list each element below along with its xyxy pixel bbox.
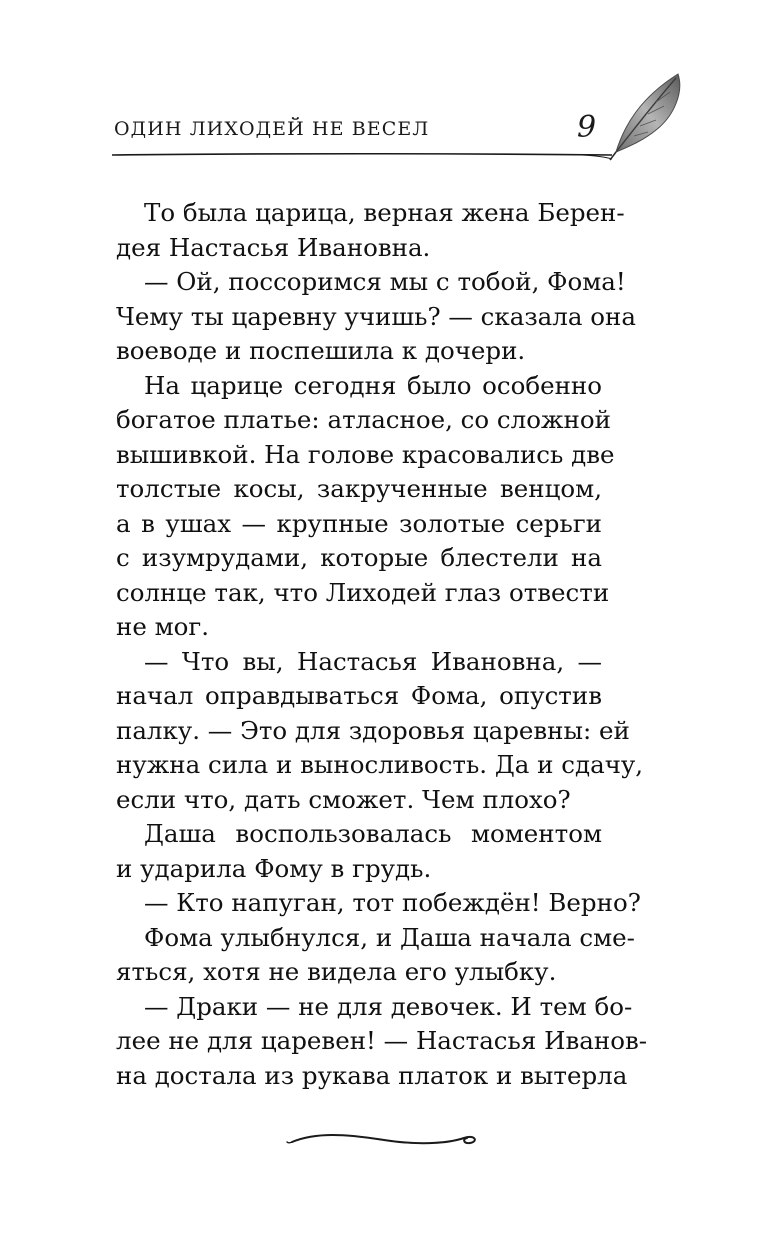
- text-line: с изумрудами, которые блестели на: [116, 543, 602, 572]
- text-line: нужна сила и выносливость. Да и сдачу,: [116, 750, 644, 779]
- running-title: ОДИН ЛИХОДЕЙ НЕ ВЕСЕЛ: [114, 118, 430, 140]
- text-line: — Ой, поссоримся мы с тобой, Фома!: [144, 267, 626, 296]
- text-line: на достала из рукава платок и вытерла: [116, 1060, 628, 1090]
- body-text: [116, 196, 648, 1093]
- text-line: Чему ты царевну учишь? — сказала она: [116, 301, 636, 331]
- text-line: яться, хотя не видела его улыбку.: [116, 957, 557, 986]
- text-line: лее не для царевен! — Настасья Иванов-: [116, 1026, 648, 1055]
- text-line: а в ушах — крупные золотые серьги: [116, 508, 602, 538]
- text-line: То была царица, верная жена Берен-: [144, 198, 625, 227]
- text-line: не мог.: [116, 612, 210, 641]
- text-line: богатое платье: атласное, со сложной: [116, 405, 611, 434]
- text-line: толстые косы, закрученные венцом,: [116, 474, 602, 503]
- text-line: — Драки — не для девочек. И тем бо-: [144, 991, 633, 1021]
- text-line: дея Настасья Ивановна.: [116, 232, 431, 262]
- quill-feather-icon: [604, 66, 690, 162]
- text-line: начал оправдываться Фома, опустив: [116, 681, 602, 710]
- text-line: Фома улыбнулся, и Даша начала сме-: [144, 922, 635, 952]
- text-line: На царице сегодня было особенно: [144, 370, 602, 400]
- text-line: — Кто напуган, тот побеждён! Верно?: [144, 888, 641, 917]
- running-header: [112, 112, 612, 152]
- text-line: Даша воспользовалась моментом: [144, 819, 602, 848]
- text-line: если что, дать сможет. Чем плохо?: [116, 784, 571, 814]
- text-line: палку. — Это для здоровья царевны: ей: [116, 715, 630, 745]
- text-line: и ударила Фому в грудь.: [116, 853, 432, 883]
- text-line: — Что вы, Настасья Ивановна, —: [144, 646, 602, 676]
- text-line: солнце так, что Лиходей глаз отвести: [116, 577, 610, 607]
- page-number: 9: [577, 110, 597, 145]
- text-line: вышивкой. На голове красовались две: [116, 439, 615, 469]
- header-rule: [112, 150, 612, 160]
- swirl-ornament-icon: [286, 1128, 482, 1150]
- text-line: воеводе и поспешила к дочери.: [116, 336, 526, 365]
